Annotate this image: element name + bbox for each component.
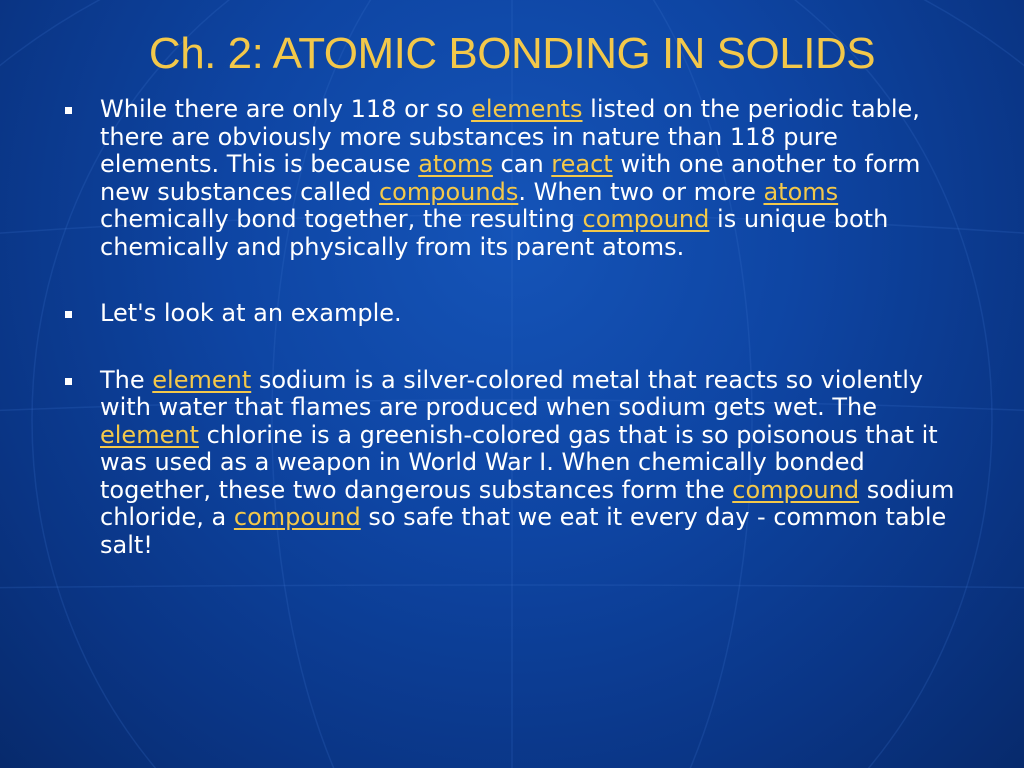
bullet-text: sodium is a silver-colored metal that reacts so violently with water that flames are produced when sodium gets wet. The <box>100 365 924 421</box>
bullet-text: is unique both chemically and physically from its parent atoms. <box>100 205 889 261</box>
hyperlink-react[interactable]: react <box>551 150 613 178</box>
bullet-text: with one another to form new substances called <box>100 150 921 206</box>
bullet-text: Let's look at an example. <box>100 299 402 327</box>
bullet-text: can <box>492 150 552 178</box>
hyperlink-elements[interactable]: elements <box>471 95 583 123</box>
bullet-text: . When two or more <box>518 177 764 206</box>
bullet-text: While there are only 118 or so <box>100 95 472 123</box>
hyperlink-compounds[interactable]: compounds <box>378 177 519 206</box>
hyperlink-compound[interactable]: compound <box>582 205 710 233</box>
bullet-item <box>62 96 962 261</box>
bullet-list <box>62 96 962 598</box>
bullet-square-icon <box>65 107 72 114</box>
hyperlink-atoms[interactable]: atoms <box>418 150 493 178</box>
bullet-square-icon <box>65 378 72 385</box>
slide-title: Ch. 2: ATOMIC BONDING IN SOLIDS <box>148 29 876 78</box>
bullet-square-icon <box>65 311 72 318</box>
bullet-text: chlorine is a greenish-colored gas that is so poisonous that it was used as a weapon in World War I. When chemically bonded together, these two dangerous substances form the <box>100 420 938 504</box>
hyperlink-atoms[interactable]: atoms <box>763 177 839 206</box>
bullet-text: The <box>100 365 153 394</box>
bullet-item <box>62 300 962 328</box>
bullet-item <box>62 367 962 560</box>
bullet-text: so safe that we eat it every day - common table salt! <box>100 503 947 559</box>
bullet-text: sodium chloride, a <box>100 475 955 531</box>
bullet-text: chemically bond together, the resulting <box>100 205 583 233</box>
hyperlink-element[interactable]: element <box>100 420 199 449</box>
hyperlink-compound[interactable]: compound <box>732 475 860 504</box>
hyperlink-compound[interactable]: compound <box>233 503 361 531</box>
bullet-text: listed on the periodic table, there are obviously more substances in nature than 118 pure elements. This is because <box>100 95 920 178</box>
hyperlink-element[interactable]: element <box>152 365 252 394</box>
